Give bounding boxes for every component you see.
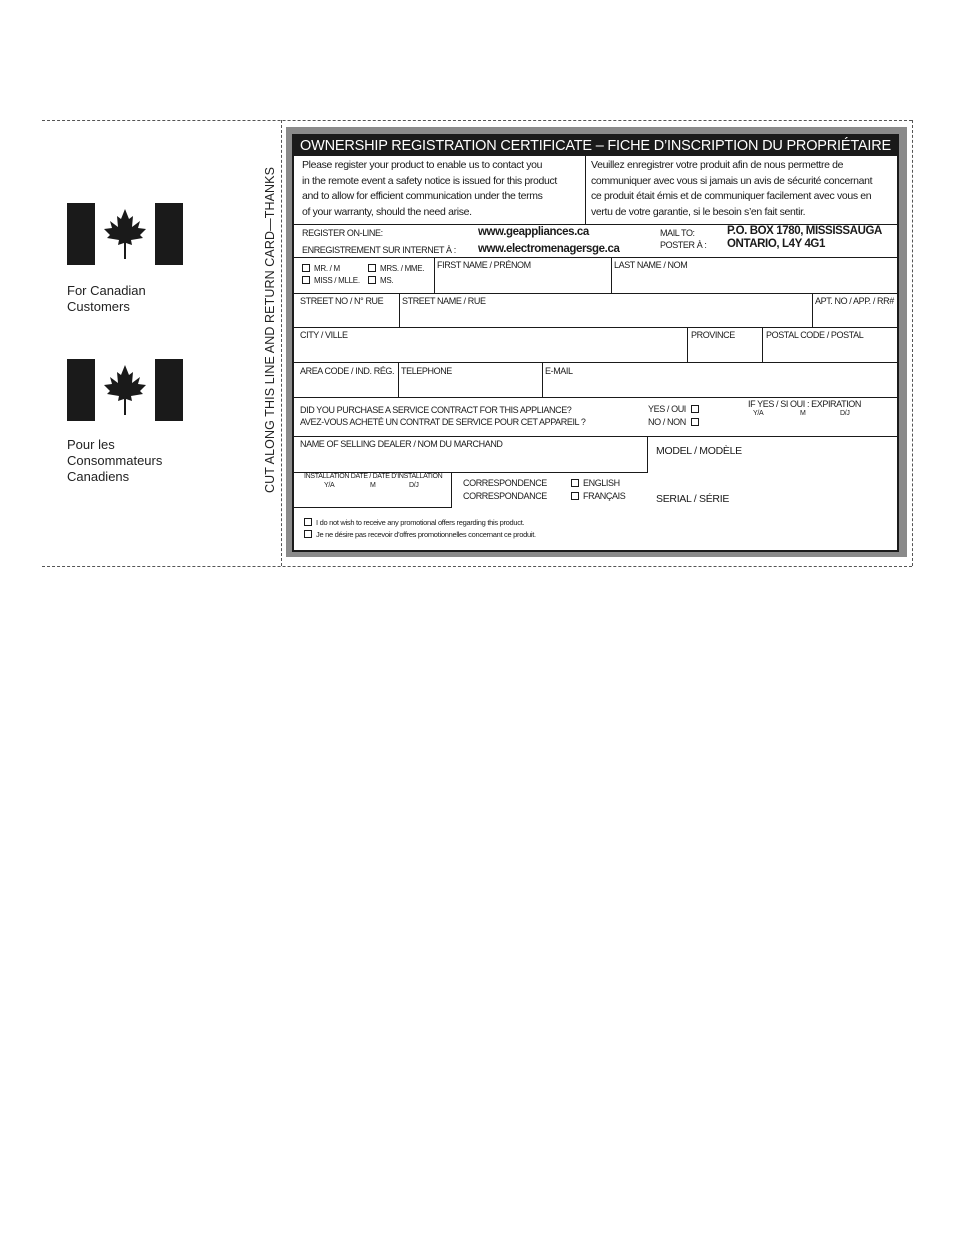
mail-to-fr-label: POSTER À :: [660, 240, 707, 250]
cut-line-top: [42, 120, 912, 121]
register-url-french[interactable]: www.electromenagersge.ca: [478, 243, 620, 255]
correspondence-label-french: CORRESPONDANCE: [463, 491, 547, 501]
mail-address-line2: ONTARIO, L4Y 4G1: [727, 238, 825, 250]
expiration-year[interactable]: Y/A: [753, 410, 764, 417]
checkbox-icon: [571, 492, 579, 500]
expiration-month[interactable]: M: [800, 410, 806, 417]
service-question-english: DID YOU PURCHASE A SERVICE CONTRACT FOR THIS APPLIANCE?: [300, 405, 572, 415]
street-number-field[interactable]: STREET NO / N° RUE: [300, 296, 384, 306]
intro-english: Please register your product to enable us to contact you in the remote event a safety notice is issued for this product and to allow for efficient communication under the terms of your warranty, should the need arise.: [302, 159, 557, 218]
last-name-field[interactable]: LAST NAME / NOM: [614, 260, 688, 270]
register-online-label: REGISTER ON-LINE:: [302, 228, 383, 238]
checkbox-icon: [691, 418, 699, 426]
registration-card: [292, 134, 899, 552]
checkbox-icon: [368, 276, 376, 284]
mail-address-line1: P.O. BOX 1780, MISSISSAUGA: [727, 225, 882, 237]
language-french-option[interactable]: FRANÇAIS: [571, 491, 625, 501]
card-title: OWNERSHIP REGISTRATION CERTIFICATE – FICHE D’INSCRIPTION DU PROPRIÉTAIRE: [294, 136, 897, 156]
dealer-name-field[interactable]: NAME OF SELLING DEALER / NOM DU MARCHAND: [300, 439, 503, 449]
checkbox-icon: [302, 264, 310, 272]
checkbox-icon: [691, 405, 699, 413]
register-online-fr-label: ENREGISTREMENT SUR INTERNET À :: [302, 245, 456, 255]
telephone-field[interactable]: TELEPHONE: [401, 366, 452, 376]
register-url-english[interactable]: www.geappliances.ca: [478, 226, 589, 238]
postal-code-field[interactable]: POSTAL CODE / POSTAL: [766, 330, 864, 340]
cut-instruction: CUT ALONG THIS LINE AND RETURN CARD—THANKS: [263, 166, 277, 493]
checkbox-icon: [571, 479, 579, 487]
expiration-day[interactable]: D/J: [840, 410, 850, 417]
apartment-number-field[interactable]: APT. NO / APP. / RR#: [815, 296, 894, 306]
checkbox-icon: [368, 264, 376, 272]
title-mr-option[interactable]: MR. / M: [302, 264, 340, 273]
cut-line-vertical: [281, 120, 282, 566]
language-english-option[interactable]: ENGLISH: [571, 478, 620, 488]
cut-line-bottom: [42, 566, 912, 567]
french-customers-label: Pour les Consommateurs Canadiens: [67, 437, 163, 484]
installation-year[interactable]: Y/A: [324, 482, 335, 489]
area-code-field[interactable]: AREA CODE / IND. RÉG.: [300, 366, 395, 376]
email-field[interactable]: E-MAIL: [545, 366, 573, 376]
optout-french-option[interactable]: Je ne désire pas recevoir d’offres promotionnelles concernant ce produit.: [304, 530, 536, 539]
checkbox-icon: [302, 276, 310, 284]
checkbox-icon: [304, 518, 312, 526]
installation-day[interactable]: D/J: [409, 482, 419, 489]
expiration-label: IF YES / SI OUI : EXPIRATION: [748, 399, 861, 409]
serial-field[interactable]: SERIAL / SÉRIE: [656, 493, 730, 505]
service-no-option[interactable]: NO / NON: [648, 417, 703, 427]
title-mrs-option[interactable]: MRS. / MME.: [368, 264, 424, 273]
title-miss-option[interactable]: MISS / MLLE.: [302, 276, 360, 285]
english-customers-label: For Canadian Customers: [67, 283, 146, 314]
title-ms-option[interactable]: MS.: [368, 276, 393, 285]
intro-french: Veuillez enregistrer votre produit afin de nous permettre de communiquer avec vous si jamais un avis de sécurité concernant ce produit était émis et de communiquer facilement avec vous en vertu de votre garantie, si le besoin s’en fait sentir.: [591, 159, 873, 218]
canada-flag-icon: [67, 203, 183, 265]
province-field[interactable]: PROVINCE: [691, 330, 735, 340]
city-field[interactable]: CITY / VILLE: [300, 330, 348, 340]
cut-line-right: [912, 120, 913, 566]
first-name-field[interactable]: FIRST NAME / PRÉNOM: [437, 260, 531, 270]
canada-flag-icon: [67, 359, 183, 421]
service-question-french: AVEZ-VOUS ACHETÉ UN CONTRAT DE SERVICE POUR CET APPAREIL ?: [300, 417, 586, 427]
street-name-field[interactable]: STREET NAME / RUE: [402, 296, 486, 306]
installation-month[interactable]: M: [370, 482, 376, 489]
checkbox-icon: [304, 530, 312, 538]
service-yes-option[interactable]: YES / OUI: [648, 404, 703, 414]
mail-to-label: MAIL TO:: [660, 228, 695, 238]
model-field[interactable]: MODEL / MODÈLE: [656, 445, 742, 457]
optout-english-option[interactable]: I do not wish to receive any promotional offers regarding this product.: [304, 518, 524, 527]
installation-date-label: INSTALLATION DATE / DATE D’INSTALLATION: [304, 473, 443, 480]
correspondence-label-english: CORRESPONDENCE: [463, 478, 547, 488]
